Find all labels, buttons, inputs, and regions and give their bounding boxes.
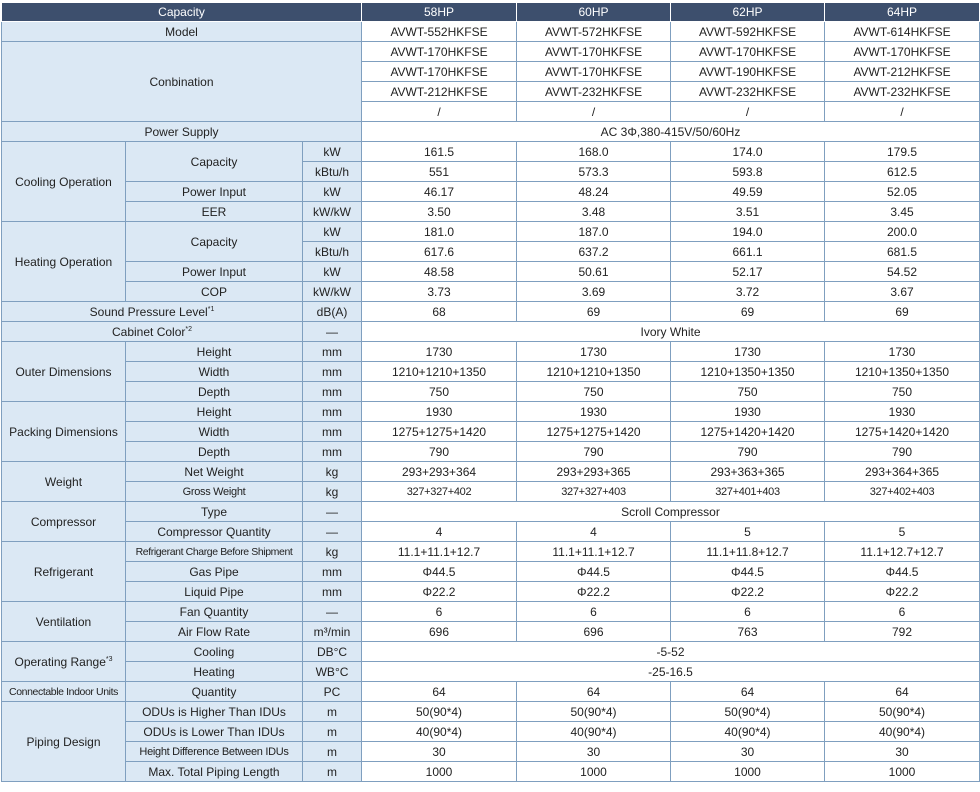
cell: / [671, 102, 825, 122]
cell: 3.51 [671, 202, 825, 222]
cell: 174.0 [671, 142, 825, 162]
row-height-difference [2, 742, 980, 762]
cell: 790 [825, 442, 980, 462]
unit: m [303, 762, 362, 782]
cell: 11.1+11.1+12.7 [362, 542, 517, 562]
row-compressor-quantity [2, 522, 980, 542]
cell: 327+327+403 [517, 482, 671, 502]
cell: Φ22.2 [517, 582, 671, 602]
label-fan-quantity: Fan Quantity [126, 602, 303, 622]
row-operating-cooling [2, 642, 980, 662]
unit: WB°C [303, 662, 362, 682]
label-odu-lower: ODUs is Lower Than IDUs [126, 722, 303, 742]
cell: 4 [362, 522, 517, 542]
cell: 327+401+403 [671, 482, 825, 502]
label-cooling: Cooling [126, 642, 303, 662]
row-heating-power-input [2, 262, 980, 282]
unit: mm [303, 362, 362, 382]
row-odu-lower [2, 722, 980, 742]
label-packing-dimensions: Packing Dimensions [2, 402, 126, 462]
row-cabinet-color [2, 322, 980, 342]
cell: 40(90*4) [517, 722, 671, 742]
header-col-64hp: 64HP [825, 3, 980, 22]
cell: -5-52 [362, 642, 980, 662]
header-row [2, 3, 980, 22]
label-width: Width [126, 422, 303, 442]
unit: m [303, 742, 362, 762]
cell: / [362, 102, 517, 122]
cell: AVWT-170HKFSE [517, 62, 671, 82]
cell: 551 [362, 162, 517, 182]
cell: 3.69 [517, 282, 671, 302]
unit: DB°C [303, 642, 362, 662]
unit: kBtu/h [303, 242, 362, 262]
cell: 1210+1350+1350 [825, 362, 980, 382]
unit: kW [303, 262, 362, 282]
cell: Scroll Compressor [362, 502, 980, 522]
cell: 48.24 [517, 182, 671, 202]
cell: 3.45 [825, 202, 980, 222]
cell: 40(90*4) [362, 722, 517, 742]
cell: 68 [362, 302, 517, 322]
cell: -25-16.5 [362, 662, 980, 682]
label-weight: Weight [2, 462, 126, 502]
cell: AVWT-552HKFSE [362, 22, 517, 42]
label-power-input: Power Input [126, 182, 303, 202]
unit: — [303, 502, 362, 522]
cell: 161.5 [362, 142, 517, 162]
row-net-weight [2, 462, 980, 482]
unit: mm [303, 382, 362, 402]
cell: 3.50 [362, 202, 517, 222]
cell: 1930 [825, 402, 980, 422]
cell: Ivory White [362, 322, 980, 342]
cell: Φ22.2 [825, 582, 980, 602]
cell: 293+293+364 [362, 462, 517, 482]
cell: AC 3Φ,380-415V/50/60Hz [362, 122, 980, 142]
label-combination: Conbination [2, 42, 362, 122]
row-outer-height [2, 342, 980, 362]
cell: 64 [362, 682, 517, 702]
unit: kBtu/h [303, 162, 362, 182]
row-sound-pressure [2, 302, 980, 322]
label-type: Type [126, 502, 303, 522]
cell: AVWT-572HKFSE [517, 22, 671, 42]
label-heating: Heating [126, 662, 303, 682]
row-packing-width [2, 422, 980, 442]
cell: 1210+1210+1350 [362, 362, 517, 382]
row-heating-cop [2, 282, 980, 302]
cell: 11.1+11.1+12.7 [517, 542, 671, 562]
cell: 46.17 [362, 182, 517, 202]
unit: kg [303, 542, 362, 562]
cell: Φ22.2 [362, 582, 517, 602]
unit: kg [303, 462, 362, 482]
cell: 6 [362, 602, 517, 622]
label-capacity: Capacity [126, 222, 303, 262]
cell: 52.17 [671, 262, 825, 282]
cell: 327+402+403 [825, 482, 980, 502]
label-height: Height [126, 402, 303, 422]
cell: 52.05 [825, 182, 980, 202]
cell: 612.5 [825, 162, 980, 182]
label-air-flow-rate: Air Flow Rate [126, 622, 303, 642]
row-max-piping-length [2, 762, 980, 782]
cell: Φ44.5 [825, 562, 980, 582]
cell: AVWT-212HKFSE [825, 62, 980, 82]
unit: kg [303, 482, 362, 502]
cell: 763 [671, 622, 825, 642]
unit: kW/kW [303, 282, 362, 302]
unit: m³/min [303, 622, 362, 642]
cell: 637.2 [517, 242, 671, 262]
cell: 200.0 [825, 222, 980, 242]
cell: 750 [362, 382, 517, 402]
row-model [2, 22, 980, 42]
unit: mm [303, 562, 362, 582]
cell: Φ44.5 [517, 562, 671, 582]
cell: 792 [825, 622, 980, 642]
cell: 30 [362, 742, 517, 762]
cell: 1275+1420+1420 [671, 422, 825, 442]
label-compressor-quantity: Compressor Quantity [126, 522, 303, 542]
cell: 1730 [825, 342, 980, 362]
row-power-supply [2, 122, 980, 142]
unit: kW [303, 142, 362, 162]
cell: 750 [517, 382, 671, 402]
cell: 696 [362, 622, 517, 642]
cell: AVWT-170HKFSE [825, 42, 980, 62]
row-outer-width [2, 362, 980, 382]
cell: 1930 [362, 402, 517, 422]
cell: 1275+1275+1420 [362, 422, 517, 442]
cell: 50(90*4) [517, 702, 671, 722]
row-operating-heating [2, 662, 980, 682]
cell: 790 [517, 442, 671, 462]
row-gas-pipe [2, 562, 980, 582]
row-connectable-indoor-units [2, 682, 980, 702]
cell: 40(90*4) [671, 722, 825, 742]
cell: 30 [825, 742, 980, 762]
footnote-mark: *1 [207, 305, 215, 313]
cell: 5 [671, 522, 825, 542]
unit: mm [303, 442, 362, 462]
cell: 64 [671, 682, 825, 702]
label-eer: EER [126, 202, 303, 222]
cell: 573.3 [517, 162, 671, 182]
label-compressor: Compressor [2, 502, 126, 542]
row-packing-depth [2, 442, 980, 462]
cell: 3.73 [362, 282, 517, 302]
row-packing-height [2, 402, 980, 422]
cell: 6 [825, 602, 980, 622]
cell: 49.59 [671, 182, 825, 202]
cell: 194.0 [671, 222, 825, 242]
cell: 30 [671, 742, 825, 762]
header-col-60hp: 60HP [517, 3, 671, 22]
row-odu-higher [2, 702, 980, 722]
cell: 1275+1420+1420 [825, 422, 980, 442]
label-odu-higher: ODUs is Higher Than IDUs [126, 702, 303, 722]
cell: 50(90*4) [362, 702, 517, 722]
cell: 750 [671, 382, 825, 402]
row-gross-weight [2, 482, 980, 502]
cell: 1930 [671, 402, 825, 422]
label-heating-operation: Heating Operation [2, 222, 126, 302]
cell: AVWT-170HKFSE [517, 42, 671, 62]
cell: 11.1+12.7+12.7 [825, 542, 980, 562]
label-sound-pressure-level [2, 302, 303, 322]
row-air-flow-rate [2, 622, 980, 642]
cell: AVWT-232HKFSE [517, 82, 671, 102]
footnote-mark: *3 [105, 655, 113, 663]
cell: 3.48 [517, 202, 671, 222]
cell: 64 [517, 682, 671, 702]
cell: 1210+1350+1350 [671, 362, 825, 382]
cell: 48.58 [362, 262, 517, 282]
cell: 293+293+365 [517, 462, 671, 482]
cell: 40(90*4) [825, 722, 980, 742]
cell: 1000 [671, 762, 825, 782]
cell: 168.0 [517, 142, 671, 162]
cell: 1210+1210+1350 [517, 362, 671, 382]
row-refrigerant-charge [2, 542, 980, 562]
cell: 50.61 [517, 262, 671, 282]
label-capacity: Capacity [126, 142, 303, 182]
label-connectable-indoor-units: Connectable Indoor Units [2, 682, 126, 702]
label-gas-pipe: Gas Pipe [126, 562, 303, 582]
label-height: Height [126, 342, 303, 362]
cell: 1000 [362, 762, 517, 782]
label-quantity: Quantity [126, 682, 303, 702]
cell: 69 [671, 302, 825, 322]
cell: 69 [517, 302, 671, 322]
unit: kW [303, 182, 362, 202]
cell: 1000 [517, 762, 671, 782]
unit: mm [303, 582, 362, 602]
cell: Φ44.5 [362, 562, 517, 582]
cell: 54.52 [825, 262, 980, 282]
label-refrigerant-charge: Refrigerant Charge Before Shipment [126, 542, 303, 562]
cell: / [825, 102, 980, 122]
cell: 750 [825, 382, 980, 402]
cell: 617.6 [362, 242, 517, 262]
label-outer-dimensions: Outer Dimensions [2, 342, 126, 402]
unit: — [303, 522, 362, 542]
spec-table [1, 2, 980, 782]
label-refrigerant: Refrigerant [2, 542, 126, 602]
row-cooling-power-input [2, 182, 980, 202]
cell: 1000 [825, 762, 980, 782]
label-model: Model [2, 22, 362, 42]
cell: 64 [825, 682, 980, 702]
header-col-58hp: 58HP [362, 3, 517, 22]
label-text: Cabinet Color [112, 324, 186, 339]
label-max-piping-length: Max. Total Piping Length [126, 762, 303, 782]
label-cabinet-color [2, 322, 303, 342]
unit: — [303, 322, 362, 342]
row-fan-quantity [2, 602, 980, 622]
cell: / [517, 102, 671, 122]
row-outer-depth [2, 382, 980, 402]
cell: 593.8 [671, 162, 825, 182]
cell: AVWT-170HKFSE [362, 62, 517, 82]
cell: AVWT-212HKFSE [362, 82, 517, 102]
cell: AVWT-614HKFSE [825, 22, 980, 42]
row-heating-capacity-kw [2, 222, 980, 242]
cell: 50(90*4) [825, 702, 980, 722]
cell: Φ22.2 [671, 582, 825, 602]
cell: 790 [671, 442, 825, 462]
footnote-mark: *2 [185, 325, 192, 333]
unit: mm [303, 342, 362, 362]
cell: 661.1 [671, 242, 825, 262]
label-text: Sound Pressure Level [89, 304, 208, 319]
label-depth: Depth [126, 382, 303, 402]
label-piping-design: Piping Design [2, 702, 126, 782]
label-cop: COP [126, 282, 303, 302]
unit: kW/kW [303, 202, 362, 222]
unit: m [303, 702, 362, 722]
label-liquid-pipe: Liquid Pipe [126, 582, 303, 602]
cell: 4 [517, 522, 671, 542]
unit: PC [303, 682, 362, 702]
unit: mm [303, 402, 362, 422]
cell: 5 [825, 522, 980, 542]
cell: 69 [825, 302, 980, 322]
label-height-difference: Height Difference Between IDUs [126, 742, 303, 762]
cell: 293+364+365 [825, 462, 980, 482]
label-operating-range [2, 642, 126, 682]
row-liquid-pipe [2, 582, 980, 602]
cell: 293+363+365 [671, 462, 825, 482]
cell: 1730 [362, 342, 517, 362]
row-cooling-capacity-kw [2, 142, 980, 162]
row-combination-1 [2, 42, 980, 62]
cell: 696 [517, 622, 671, 642]
cell: 1275+1275+1420 [517, 422, 671, 442]
cell: 790 [362, 442, 517, 462]
header-col-62hp: 62HP [671, 3, 825, 22]
cell: AVWT-170HKFSE [671, 42, 825, 62]
cell: AVWT-170HKFSE [362, 42, 517, 62]
label-power-supply: Power Supply [2, 122, 362, 142]
cell: 1730 [671, 342, 825, 362]
label-width: Width [126, 362, 303, 382]
unit: dB(A) [303, 302, 362, 322]
cell: 6 [517, 602, 671, 622]
cell: Φ44.5 [671, 562, 825, 582]
cell: 179.5 [825, 142, 980, 162]
label-power-input: Power Input [126, 262, 303, 282]
unit: mm [303, 422, 362, 442]
cell: AVWT-190HKFSE [671, 62, 825, 82]
cell: AVWT-592HKFSE [671, 22, 825, 42]
label-ventilation: Ventilation [2, 602, 126, 642]
cell: 1930 [517, 402, 671, 422]
cell: 50(90*4) [671, 702, 825, 722]
header-capacity: Capacity [2, 3, 362, 22]
row-cooling-eer [2, 202, 980, 222]
cell: AVWT-232HKFSE [671, 82, 825, 102]
label-cooling-operation: Cooling Operation [2, 142, 126, 222]
label-depth: Depth [126, 442, 303, 462]
cell: 3.72 [671, 282, 825, 302]
label-text: Operating Range [14, 654, 106, 669]
unit: — [303, 602, 362, 622]
unit: kW [303, 222, 362, 242]
cell: AVWT-232HKFSE [825, 82, 980, 102]
label-gross-weight: Gross Weight [126, 482, 303, 502]
label-net-weight: Net Weight [126, 462, 303, 482]
cell: 1730 [517, 342, 671, 362]
cell: 181.0 [362, 222, 517, 242]
cell: 187.0 [517, 222, 671, 242]
cell: 681.5 [825, 242, 980, 262]
cell: 30 [517, 742, 671, 762]
cell: 11.1+11.8+12.7 [671, 542, 825, 562]
cell: 327+327+402 [362, 482, 517, 502]
row-compressor-type [2, 502, 980, 522]
cell: 3.67 [825, 282, 980, 302]
cell: 6 [671, 602, 825, 622]
unit: m [303, 722, 362, 742]
